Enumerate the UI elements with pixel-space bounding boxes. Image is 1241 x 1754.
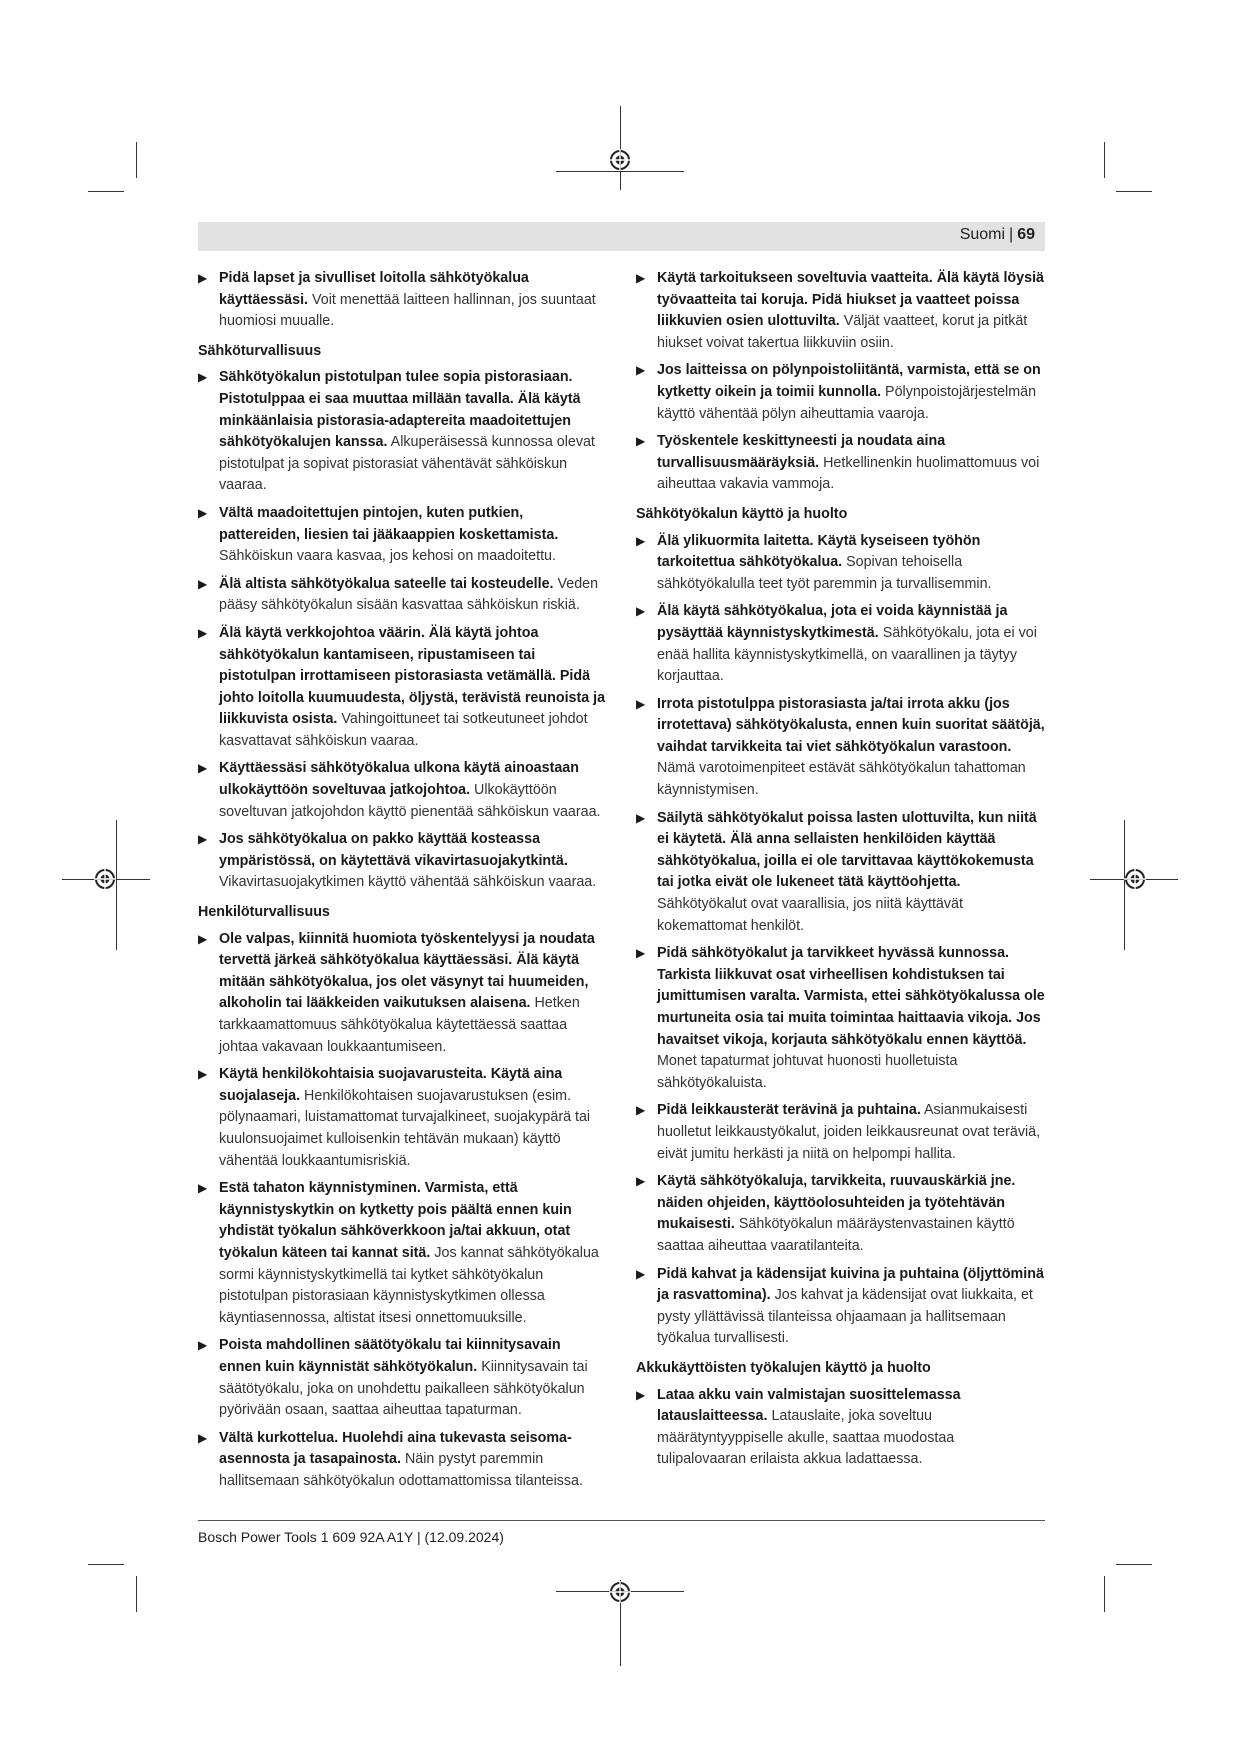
item-explanation: Kiinnitysavain tai säätötyökalu, joka on unohdettu paikalleen sähkötyökalun pyörivään osaan, saattaa aiheuttaa tapaturman. xyxy=(219,1358,588,1419)
list-item xyxy=(636,360,1046,425)
registration-target-icon xyxy=(609,1581,631,1603)
bullet-arrow-icon: ▶ xyxy=(198,832,208,847)
personal-safety-list xyxy=(198,929,606,1493)
bullet-arrow-icon: ▶ xyxy=(636,810,646,825)
registration-line xyxy=(116,820,117,950)
list-item xyxy=(198,1335,606,1421)
registration-target-icon xyxy=(1124,868,1146,890)
item-explanation: Voit menettää laitteen hallinnan, jos suuntaat huomiosi muualle. xyxy=(219,291,596,330)
item-explanation: Monet tapaturmat johtuvat huonosti huolletuista sähkötyökaluista. xyxy=(657,1053,958,1091)
item-explanation: Jos kahvat ja kädensijat ovat liukkaita, et pysty yllättävissä tilanteissa ohjaamaan ja hallitsemaan työkalua turvallisesti. xyxy=(657,1287,1033,1347)
item-explanation: Sähkötyökalu, jota ei voi enää hallita käynnistyskytkimellä, on vaarallinen ja täytyy korjauttaa. xyxy=(657,624,1037,685)
list-item xyxy=(636,1171,1046,1257)
item-warning: Käytä henkilökohtaisia suojavarusteita. Käytä aina suojalaseja. xyxy=(219,1066,563,1104)
list-item xyxy=(636,1100,1046,1165)
item-explanation: Alkuperäisessä kunnossa olevat pistotulpat ja sopivat pistorasiat vähentävät sähköiskun vaaraa. xyxy=(219,434,595,494)
electrical-safety-list xyxy=(198,367,606,894)
item-warning: Vältä kurkottelua. Huolehdi aina tukevasta seisoma-asennosta ja tasapainosta. xyxy=(219,1429,572,1468)
list-item xyxy=(636,431,1046,496)
item-warning: Työskentele keskittyneesti ja noudata aina turvallisuusmääräyksiä. xyxy=(657,433,946,471)
item-warning: Käytä sähkötyökaluja, tarvikkeita, ruuvauskärkiä jne. näiden ohjeiden, käyttöolosuhteiden ja työtehtävän mukaisesti. xyxy=(657,1173,1016,1233)
crop-mark xyxy=(88,191,124,192)
list-item xyxy=(198,758,606,823)
list-item xyxy=(198,829,606,894)
item-explanation: Väljät vaatteet, korut ja pitkät hiukset voivat takertua liikkuviin osiin. xyxy=(657,313,1028,351)
list-item xyxy=(636,601,1046,687)
page-number: 69 xyxy=(1017,226,1035,243)
registration-target-icon xyxy=(609,149,631,171)
bullet-arrow-icon: ▶ xyxy=(198,931,208,946)
list-item xyxy=(636,694,1046,802)
bullet-arrow-icon: ▶ xyxy=(636,604,646,619)
header-language: Suomi xyxy=(959,226,1006,243)
item-warning: Säilytä sähkötyökalut poissa lasten ulottuvilta, kun niitä ei käytetä. Älä anna sellaisten henkilöiden käyttää sähkötyökalua, joilla ei ole tarvittavaa käyttökokemusta tai jotka eivät ole lukeneet tätä käyttöohjetta. xyxy=(657,809,1037,891)
item-warning: Käyttäessäsi sähkötyökalua ulkona käytä ainoastaan ulkokäyttöön soveltuvaa jatkojohtoa. xyxy=(219,760,579,799)
section-title-battery: Akkukäyttöisten työkalujen käyttö ja huolto xyxy=(636,1359,931,1376)
item-warning: Irrota pistotulppa pistorasiasta ja/tai irrota akku (jos irrotettava) sähkötyökalusta, ennen kuin suoritat säätöjä, vaihdat tarvikkeita tai viet sähkötyökalun varastoon. xyxy=(657,695,1045,755)
bullet-arrow-icon: ▶ xyxy=(198,370,208,385)
item-explanation: Sähkötyökalun määräystenvastainen käyttö saattaa aiheuttaa vaaratilanteita. xyxy=(657,1216,1015,1254)
page-header xyxy=(960,226,1035,244)
list-item xyxy=(198,503,606,568)
bullet-arrow-icon: ▶ xyxy=(198,1338,208,1353)
item-explanation: Hetken tarkkaamattomuus sähkötyökalua käytettäessä saattaa johtaa vakavaan loukkaantumiseen. xyxy=(219,995,580,1055)
item-explanation: Henkilökohtaisen suojavarustuksen (esim. pölynaamari, luistamattomat turvajalkineet, suojakypärä tai kuulonsuojaimet kulloisenkin tehtävän mukaan) käyttö vähentää loukkaantumisriskiä. xyxy=(219,1087,591,1169)
list-item xyxy=(198,929,606,1059)
list-item xyxy=(636,1264,1046,1350)
bullet-arrow-icon: ▶ xyxy=(198,271,208,285)
bullet-arrow-icon: ▶ xyxy=(636,946,646,961)
section-title-personal: Henkilöturvallisuus xyxy=(198,904,330,921)
bullet-arrow-icon: ▶ xyxy=(636,533,646,548)
list-item xyxy=(198,367,606,497)
footer-divider xyxy=(198,1520,1045,1521)
tool-use-list xyxy=(636,531,1046,1350)
list-item xyxy=(636,808,1046,938)
bullet-arrow-icon: ▶ xyxy=(636,271,646,285)
list-item xyxy=(636,531,1046,596)
crop-mark xyxy=(136,142,137,178)
item-warning: Poista mahdollinen säätötyökalu tai kiinnitysavain ennen kuin käynnistät sähkötyökalun. xyxy=(219,1337,561,1375)
list-item xyxy=(198,1064,606,1172)
list-item xyxy=(636,268,1046,354)
crop-mark xyxy=(136,1576,137,1612)
item-warning: Älä käytä verkkojohtoa väärin. Älä käytä johtoa sähkötyökalun kantamiseen, ripustamiseen tai pistotulpan irrottamiseen pistorasiasta vetämällä. Pidä johto loitolla kuumuudesta, öljystä, terävistä reunoista ja liikkuvista osista. xyxy=(219,624,606,728)
item-warning: Älä altista sähkötyökalua sateelle tai kosteudelle. xyxy=(219,575,554,592)
bullet-arrow-icon: ▶ xyxy=(636,1103,646,1118)
item-explanation: Sähkötyökalut ovat vaarallisia, jos niitä käyttävät kokemattomat henkilöt. xyxy=(657,896,963,934)
list-item xyxy=(198,1428,606,1493)
item-warning: Lataa akku vain valmistajan suosittelemassa latauslaitteessa. xyxy=(657,1386,961,1425)
bullet-arrow-icon: ▶ xyxy=(636,1174,646,1189)
item-warning: Käytä tarkoitukseen soveltuvia vaatteita. Älä käytä löysiä työvaatteita tai koruja. Pidä hiukset ja vaatteet poissa liikkuvien osien ulottuvilta. xyxy=(657,270,1044,330)
item-explanation: Sähköiskun vaara kasvaa, jos kehosi on maadoitettu. xyxy=(219,548,556,565)
registration-target-icon xyxy=(94,868,116,890)
item-explanation: Asianmukaisesti huolletut leikkaustyökalut, joiden leikkausreunat ovat teräviä, eivät jumitu herkästi ja niitä on helpompi hallita. xyxy=(657,1102,1041,1162)
bullet-arrow-icon: ▶ xyxy=(198,505,208,520)
section-title-electrical: Sähköturvallisuus xyxy=(198,342,322,359)
registration-line xyxy=(620,106,621,190)
item-warning: Sähkötyökalun pistotulpan tulee sopia pistorasiaan. Pistotulppaa ei saa muuttaa millään tavalla. Älä käytä minkäänlaisia pistorasia-adaptereita maadoitettujen sähkötyökalujen kanssa. xyxy=(219,369,581,451)
item-warning: Pidä lapset ja sivulliset loitolla sähkötyökalua käyttäessäsi. xyxy=(219,270,529,308)
left-column xyxy=(198,268,606,1498)
item-explanation: Nämä varotoimenpiteet estävät sähkötyökalun tahattoman käynnistymisen. xyxy=(657,760,1026,799)
right-column xyxy=(636,268,1046,1477)
item-explanation: Vahingoittuneet tai sotkeutuneet johdot kasvattavat sähköiskun vaaraa. xyxy=(219,711,588,749)
item-warning: Estä tahaton käynnistyminen. Varmista, että käynnistyskytkin on kytketty pois päältä ennen kuin yhdistät työkalun sähköverkkoon ja/tai akkuun, otat työkalun käteen tai kannat sitä. xyxy=(219,1180,572,1261)
item-warning: Pidä kahvat ja kädensijat kuivina ja puhtaina (öljyttöminä ja rasvattomina). xyxy=(657,1265,1044,1304)
item-warning: Pidä leikkausterät terävinä ja puhtaina. xyxy=(657,1102,921,1119)
bullet-arrow-icon: ▶ xyxy=(198,1430,208,1445)
bullet-arrow-icon: ▶ xyxy=(636,696,646,711)
crop-mark xyxy=(1116,1564,1152,1565)
page-header-bar xyxy=(198,222,1045,251)
list-item xyxy=(636,943,1046,1094)
item-explanation: Jos kannat sähkötyökalua sormi käynnistyskytkimellä tai kytket sähkötyökalun pistotulpan pistorasiaan käynnistyskytkimen ollessa käyntiasennossa, altistat itsesi onnettomuuksille. xyxy=(219,1244,599,1326)
list-item xyxy=(198,1178,606,1329)
list-item xyxy=(198,623,606,753)
bullet-arrow-icon: ▶ xyxy=(636,1266,646,1281)
battery-use-list xyxy=(636,1385,1046,1471)
item-warning: Älä käytä sähkötyökalua, jota ei voida käynnistää ja pysäyttää käynnistyskytkimestä. xyxy=(657,603,1008,641)
crop-mark xyxy=(1116,191,1152,192)
bullet-arrow-icon: ▶ xyxy=(198,576,208,591)
bullet-arrow-icon: ▶ xyxy=(198,761,208,776)
list-item xyxy=(198,268,606,333)
bullet-arrow-icon: ▶ xyxy=(198,1181,208,1196)
item-warning: Jos laitteissa on pölynpoistoliitäntä, varmista, että se on kytketty oikein ja toimii kunnolla. xyxy=(657,362,1041,400)
list-item xyxy=(636,1385,1046,1471)
header-separator: | xyxy=(1009,226,1014,243)
personal-safety-list-cont xyxy=(636,268,1046,496)
crop-mark xyxy=(1104,1576,1105,1612)
item-explanation: Sopivan tehoisella sähkötyökalulla teet työt paremmin ja turvallisemmin. xyxy=(657,554,992,592)
crop-mark xyxy=(1104,142,1105,178)
item-warning: Pidä sähkötyökalut ja tarvikkeet hyvässä kunnossa. Tarkista liikkuvat osat virheellisen kohdistuksen tai jumittumisen varalta. Varmista, ettei sähkötyökalussa ole murtuneita osia tai muita toimintaa haittaavia vikoja. Jos havaitset vikoja, korjauta sähkötyökalu ennen käyttöä. xyxy=(657,945,1045,1048)
item-explanation: Pölynpoistojärjestelmän käyttö vähentää pölyn aiheuttamia vaaroja. xyxy=(657,383,1037,422)
bullet-arrow-icon: ▶ xyxy=(636,1387,646,1402)
registration-line xyxy=(556,171,684,172)
section-title-tool-use: Sähkötyökalun käyttö ja huolto xyxy=(636,505,848,522)
bullet-arrow-icon: ▶ xyxy=(198,625,208,640)
item-warning: Vältä maadoitettujen pintojen, kuten putkien, pattereiden, liesien tai jääkaappien koskettamista. xyxy=(219,504,559,543)
list-item xyxy=(198,574,606,617)
bullet-arrow-icon: ▶ xyxy=(198,1067,208,1082)
item-warning: Ole valpas, kiinnitä huomiota työskentelyysi ja noudata tervettä järkeä sähkötyökalua käyttäessäsi. Älä käytä mitään sähkötyökalua, jos olet väsynyt tai huumeiden, alkoholin tai lääkkeiden vaikutuksen alaisena. xyxy=(219,930,595,1012)
bullet-arrow-icon: ▶ xyxy=(636,434,646,449)
item-explanation: Ulkokäyttöön soveltuvan jatkojohdon käyttö pienentää sähköiskun vaaraa. xyxy=(219,782,601,820)
page-footer: Bosch Power Tools 1 609 92A A1Y | (12.09.2024) xyxy=(198,1529,504,1545)
item-warning: Jos sähkötyökalua on pakko käyttää kosteassa ympäristössä, on käytettävä vikavirtasuojakytkintä. xyxy=(219,831,568,869)
crop-mark xyxy=(88,1564,124,1565)
item-explanation: Hetkellinenkin huolimattomuus voi aiheuttaa vakavia vammoja. xyxy=(657,454,1040,493)
item-explanation: Latauslaite, joka soveltuu määrätyntyyppiselle akulle, saattaa muodostaa tulipalovaaran erilaista akkua ladattaessa. xyxy=(657,1408,955,1468)
bullet-arrow-icon: ▶ xyxy=(636,363,646,378)
item-warning: Älä ylikuormita laitetta. Käytä kyseiseen työhön tarkoitettua sähkötyökalua. xyxy=(657,532,981,571)
item-explanation: Vikavirtasuojakytkimen käyttö vähentää sähköiskun vaaraa. xyxy=(219,874,597,891)
item-explanation: Näin pystyt paremmin hallitsemaan sähkötyökalun odottamattomissa tilanteissa. xyxy=(219,1451,583,1489)
item-explanation: Veden pääsy sähkötyökalun sisään kasvattaa sähköiskun riskiä. xyxy=(219,575,599,614)
